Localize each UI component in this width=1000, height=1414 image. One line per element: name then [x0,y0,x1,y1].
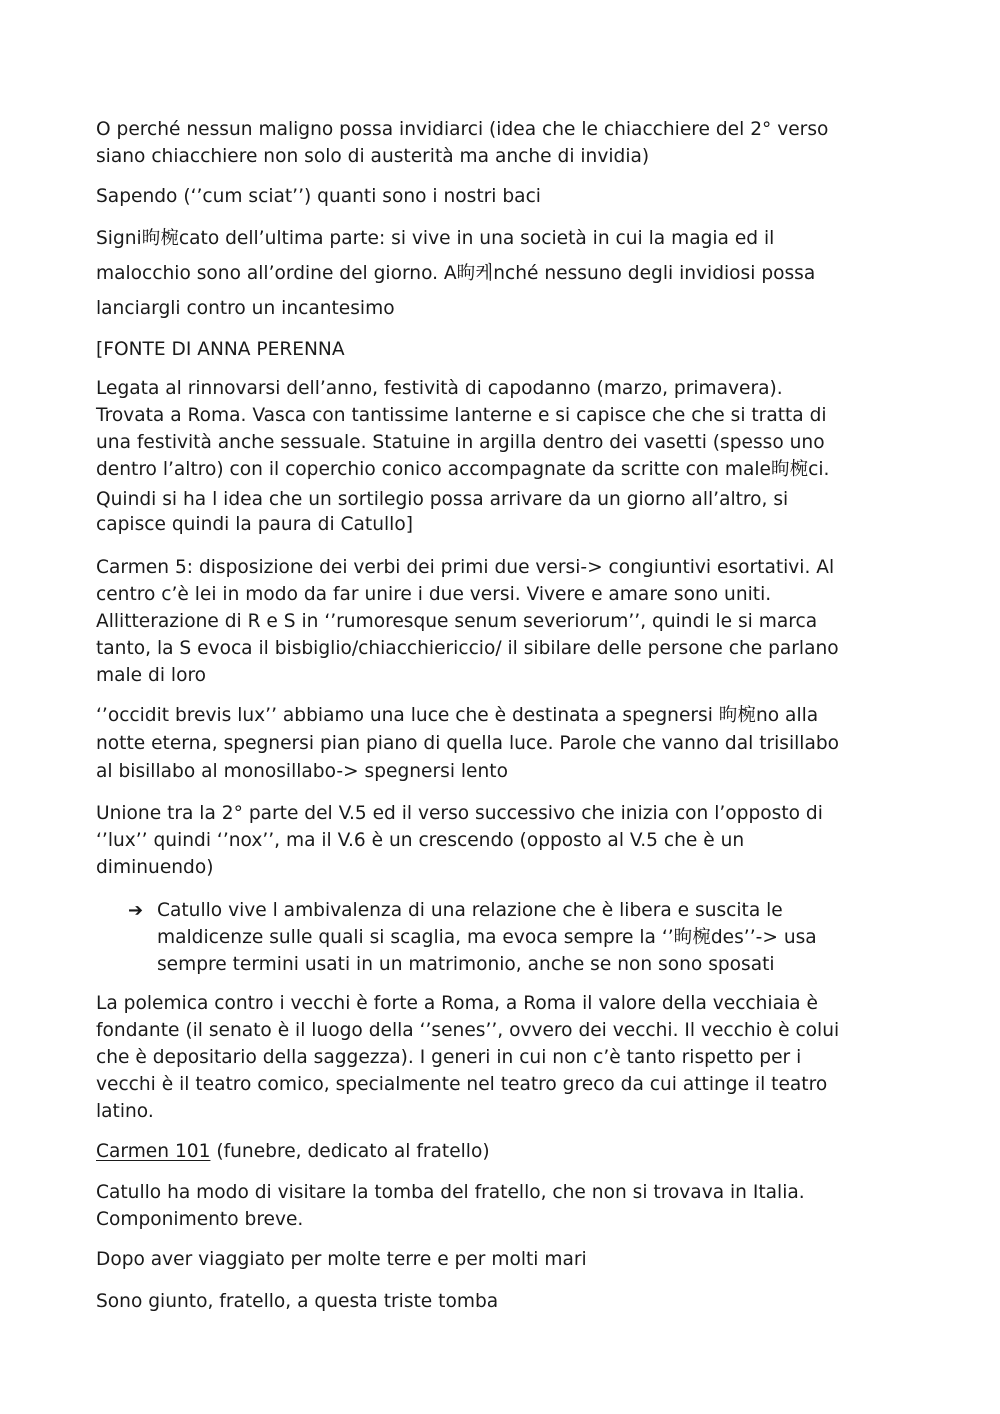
text-line: Allitterazione di R e S in ‘’rumoresque senum severiorum’’, quindi le si marca [96,611,818,632]
text-line: sempre termini usati in un matrimonio, anche se non sono sposati [157,954,775,975]
text-line: La polemica contro i vecchi è forte a Roma, a Roma il valore della vecchiaia è [96,993,818,1014]
text-line: Unione tra la 2° parte del V.5 ed il verso successivo che inizia con l’opposto di [96,803,823,824]
text-line: siano chiacchiere non solo di austerità ma anche di invidia) [96,146,650,167]
paragraph-tomba [96,1179,916,1233]
text-line: Catullo ha modo di visitare la tomba del fratello, che non si trovava in Italia. [96,1182,805,1203]
text-line: ‘’lux’’ quindi ‘’nox’’, ma il V.6 è un crescendo (opposto al V.5 che è un [96,830,745,851]
text-line: fondante (il senato è il luogo della ‘’senes’’, ovvero dei vecchi. Il vecchio è colui [96,1020,840,1041]
paragraph-unione [96,800,916,881]
text-line: Componimento breve. [96,1209,304,1230]
text-line: ‘’occidit brevis lux’’ abbiamo una luce che è destinata a spegnersi 昫椀no alla [96,705,819,726]
paragraph-giunto: Sono giunto, fratello, a questa triste tomba [96,1291,499,1312]
paragraph-invidia [96,116,916,170]
text-line: latino. [96,1101,154,1122]
text-line: Carmen 5: disposizione dei verbi dei primi due versi-> congiuntivi esortativi. Al [96,557,835,578]
paragraph-viaggiato: Dopo aver viaggiato per molte terre e per molti mari [96,1249,587,1270]
text-line: Legata al rinnovarsi dell’anno, festività di capodanno (marzo, primavera). [96,378,783,399]
section-heading: Carmen 101 [96,1141,211,1162]
text-line: capisce quindi la paura di Catullo] [96,514,413,535]
text-line: Signi昫椀cato dell’ultima parte: si vive in una società in cui la magia ed il [96,228,775,249]
paragraph-significato [96,221,916,326]
text-line: notte eterna, spegnersi pian piano di quella luce. Parole che vanno dal trisillabo [96,733,840,754]
text-line: centro c’è lei in modo da far unire i due versi. Vivere e amare sono uniti. [96,584,772,605]
text-line: al bisillabo al monosillabo-> spegnersi lento [96,761,508,782]
text-line: dentro l’altro) con il coperchio conico accompagnate da scritte con male昫椀ci. [96,459,830,480]
paragraph-anna-perenna [96,375,916,537]
paragraph-carmen-101 [96,1138,916,1165]
text-line: male di loro [96,665,207,686]
text-line: tanto, la S evoca il bisbiglio/chiacchiericcio/ il sibilare delle persone che parlano [96,638,839,659]
text-line: Catullo vive l ambivalenza di una relazione che è libera e suscita le [157,900,783,921]
text-line: Quindi si ha l idea che un sortilegio possa arrivare da un giorno all’altro, si [96,489,789,510]
text-line: lanciargli contro un incantesimo [96,298,395,319]
text-line: diminuendo) [96,857,214,878]
paragraph-carmen-5 [96,554,916,689]
paragraph-fonte-heading: [FONTE DI ANNA PERENNA [96,339,345,360]
text-line: maldicenze sulle quali si scaglia, ma evoca sempre la ‘’昫椀des’’-> usa [157,927,817,948]
text-line: Trovata a Roma. Vasca con tantissime lanterne e si capisce che che si tratta di [96,405,827,426]
text-line: malocchio sono all’ordine del giorno. A昫케nché nessuno degli invidiosi possa [96,263,816,284]
text-line: vecchi è il teatro comico, specialmente nel teatro greco da cui attinge il teatro [96,1074,828,1095]
text-line: che è depositario della saggezza). I generi in cui non c’è tanto rispetto per i [96,1047,802,1068]
paragraph-cum-sciat: Sapendo (‘’cum sciat’’) quanti sono i nostri baci [96,186,541,207]
text-line: O perché nessun maligno possa invidiarci (idea che le chiacchiere del 2° verso [96,119,829,140]
paragraph-occidit [96,702,916,786]
arrow-bullet-icon: ➔ [128,900,144,921]
heading-note: (funebre, dedicato al fratello) [210,1141,490,1162]
paragraph-polemica [96,990,916,1125]
text-line: una festività anche sessuale. Statuine in argilla dentro dei vasetti (spesso uno [96,432,825,453]
